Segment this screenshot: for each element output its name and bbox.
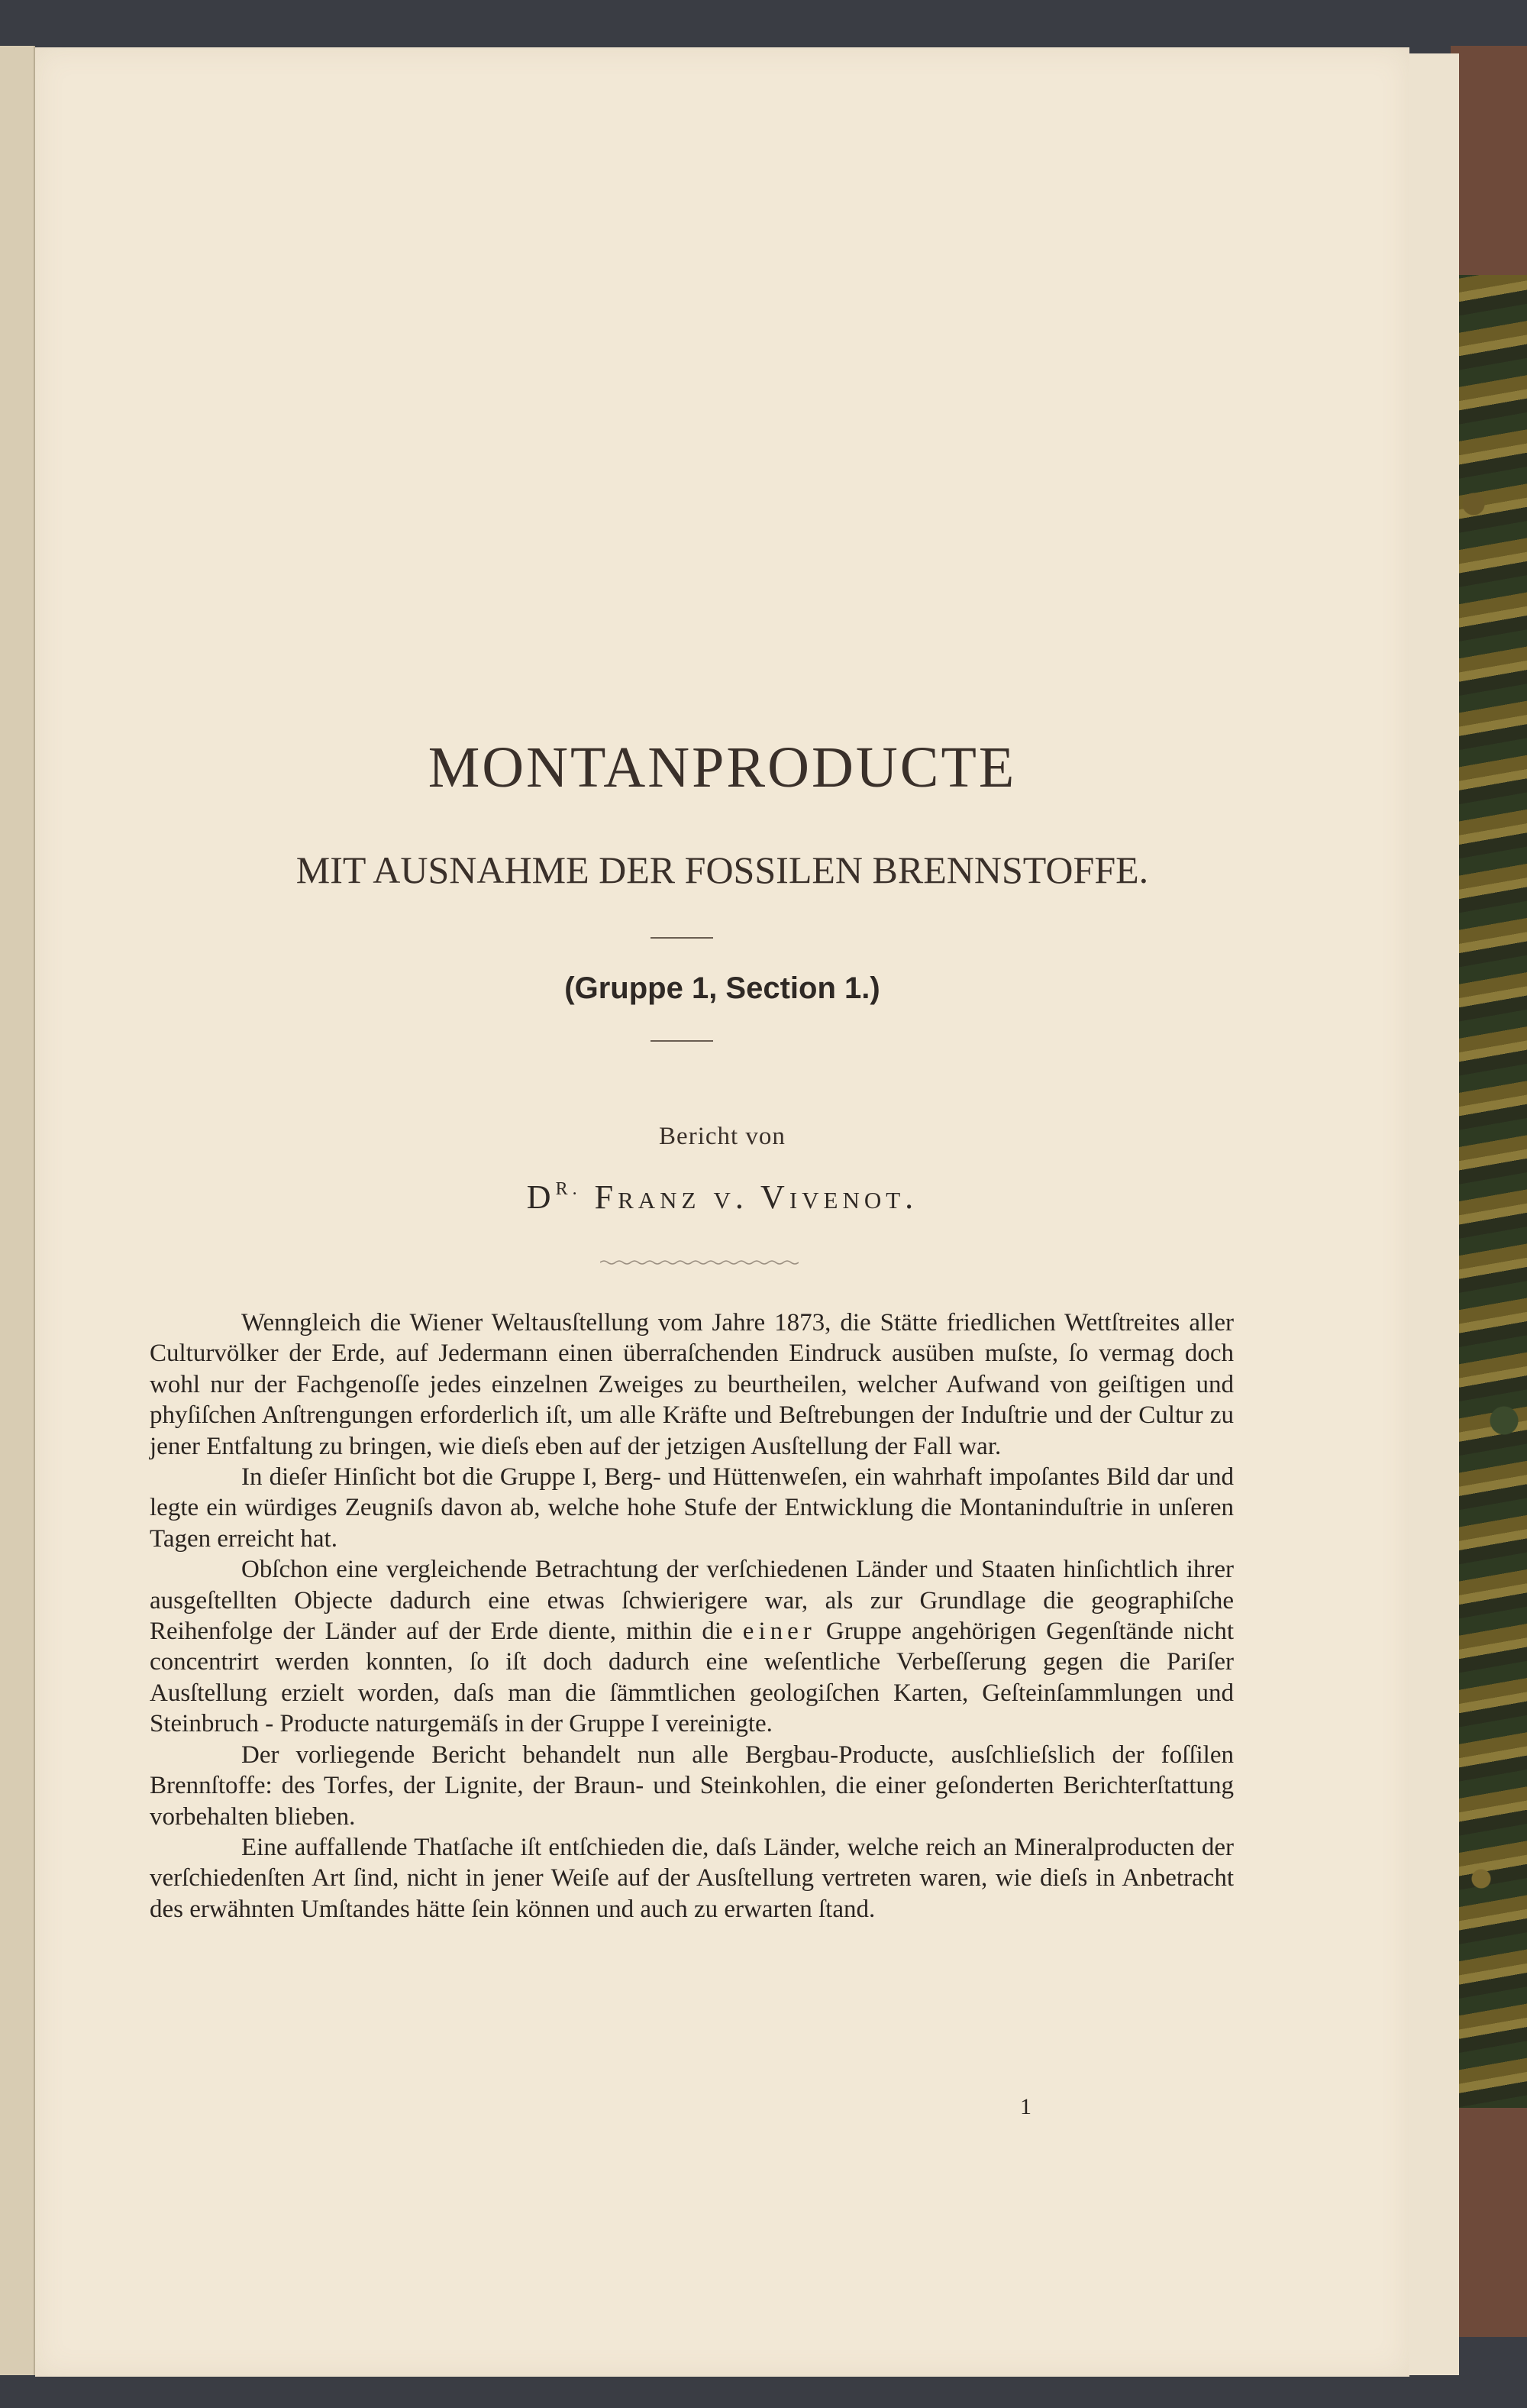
paragraph: Der vorliegende Bericht behandelt nun alle Bergbau-Producte, ausſchlieſslich der foſſilen Brennſtoffe: des Torfes, der Lignite, der Braun- und Steinkohlen, die einer geſonderten Berichterſtattung vorbehalten blieben. [150, 1741, 1234, 1831]
author-line [35, 1178, 1409, 1217]
group-section-label: (Gruppe 1, Section 1.) [564, 971, 880, 1005]
emphasized-word: einer [742, 1618, 816, 1646]
page-number: 1 [1020, 2094, 1031, 2119]
paragraph: Eine auffallende Thatſache iſt entſchieden die, daſs Länder, welche reich an Mineralproducten der verſchiedenſten Art ſind, nicht in jener Weiſe auf der Ausſtellung vertreten waren, wie dieſs in Anbetracht des erwähnten Umſtandes hätte ſein können und auch zu erwarten ſtand. [150, 1833, 1234, 1923]
paragraph: Obſchon eine vergleichende Betrachtung der verſchiedenen Länder und Staaten hinſichtlich ihrer ausgeſtellten Objecte dadurch eine etwas ſchwierigere war, als zur Grundlage die geographiſche Reihenfolge der Länder auf der Erde diente, mithin die einer Gruppe angehörigen Gegenſtände nicht concentrirt werden konnten, ſo iſt doch dadurch eine weſentliche Verbeſſerung gegen die Pariſer Ausſtellung erzielt worden, daſs man die ſämmtlichen geologiſchen Karten, Geſteinſammlungen und Steinbruch - Producte naturgemäſs in der Gruppe I vereinigte. [150, 1556, 1234, 1738]
left-page-edge [0, 46, 35, 2375]
divider-rule [651, 937, 713, 939]
body-text [150, 1307, 1234, 1925]
spine-bottom [1451, 2108, 1527, 2337]
divider-rule [651, 1040, 713, 1042]
spine-top [1451, 46, 1527, 275]
author-title: $D^{R.}$ [526, 1178, 582, 1216]
document-subtitle: MIT AUSNAHME DER FOSSILEN BRENNSTOFFE. [295, 848, 1149, 891]
page-stack-edge [1405, 53, 1459, 2375]
book-page [35, 47, 1409, 2377]
marbled-book-edge [1451, 46, 1527, 2337]
paragraph: In dieſer Hinſicht bot die Gruppe I, Berg- und Hüttenweſen, ein wahrhaft impoſantes Bild dar und legte ein würdiges Zeugniſs davon ab, welche hohe Stufe der Entwicklung die Montaninduſtrie in unſeren Tagen erreicht hat. [150, 1463, 1234, 1553]
author-name: Franz v. Vivenot. [594, 1178, 918, 1216]
document-title: MONTANPRODUCTE [428, 735, 1017, 800]
report-label: Bericht von [659, 1123, 786, 1150]
decorative-wave-rule [600, 1259, 799, 1266]
paragraph: Wenngleich die Wiener Weltausſtellung vom Jahre 1873, die Stätte friedlichen Wettſtreites aller Culturvölker der Erde, auf Jedermann einen überraſchenden Eindruck ausüben muſste, ſo vermag doch wohl nur der Fachgenoſſe jedes einzelnen Zweiges zu beurtheilen, welcher Aufwand von geiſtigen und phyſiſchen Anſtrengungen erforderlich iſt, um alle Kräfte und Beſtrebungen der Induſtrie und der Cultur zu jener Entfaltung zu bringen, wie dieſs eben auf der jetzigen Ausſtellung der Fall war. [150, 1309, 1234, 1460]
